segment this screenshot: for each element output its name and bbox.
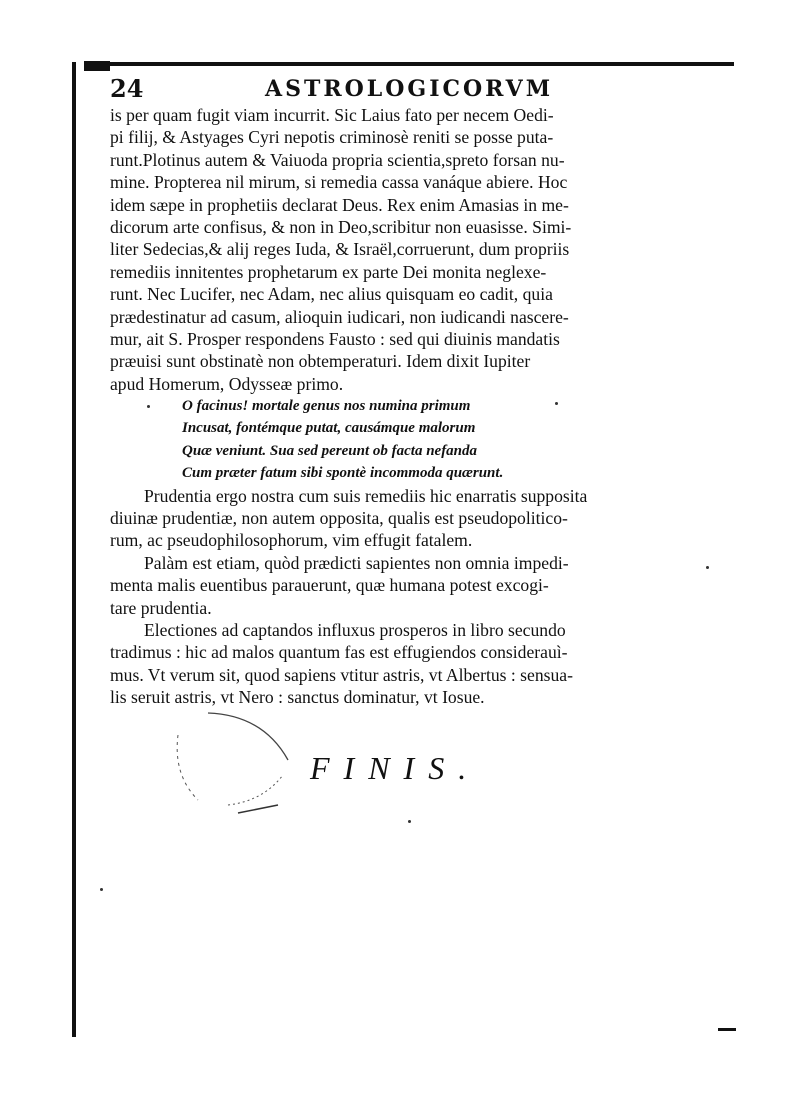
verse-line: O facinus! mortale genus nos numina primum [182, 398, 471, 415]
speck [147, 405, 150, 408]
text-line: prædestinatur ad casum, alioquin iudicari, non iudicandi nascere- [110, 306, 569, 327]
text-line: tradimus : hic ad malos quantum fas est effugiendos considerauì- [110, 642, 568, 663]
text-line: runt. Nec Lucifer, nec Adam, nec alius quisquam eo cadit, quia [110, 284, 553, 305]
page-border-top [84, 62, 734, 66]
speck [555, 402, 558, 405]
body-text [110, 104, 690, 709]
text-line: remediis innitentes prophetarum ex parte Dei monita neglexe- [110, 261, 547, 282]
text-line: apud Homerum, Odysseæ primo. [110, 373, 344, 394]
text-line: is per quam fugit viam incurrit. Sic Laius fato per necem Oedi- [110, 105, 554, 125]
text-line: pi filij, & Astyages Cyri nepotis criminosè reniti se posse puta- [110, 127, 554, 148]
speck [408, 820, 411, 823]
verse-line: Quæ veniunt. Sua sed pereunt ob facta nefanda [182, 442, 478, 459]
verse-line: Incusat, fontémque putat, causámque malorum [182, 420, 476, 437]
page-border-left [72, 62, 76, 1037]
text-line: lis seruit astris, vt Nero : sanctus dominatur, vt Iosue. [110, 687, 485, 708]
verse-line: Cum præter fatum sibi spontè incommoda quærunt. [182, 465, 504, 482]
text-line: tare prudentia. [110, 597, 212, 618]
page-header [110, 74, 685, 102]
speck [100, 888, 103, 891]
text-line: Prudentia ergo nostra cum suis remediis hic enarratis supposita [144, 485, 588, 506]
text-line: mine. Propterea nil mirum, si remedia cassa vanáque abiere. Hoc [110, 172, 568, 193]
text-line: diuinæ prudentiæ, non autem opposita, qualis est pseudopolitico- [110, 508, 568, 529]
page-edge-mark [718, 1028, 736, 1031]
text-line: runt.Plotinus autem & Vaiuoda propria scientia,spreto forsan nu- [110, 149, 565, 170]
text-line: mus. Vt verum sit, quod sapiens vtitur astris, vt Albertus : sensua- [110, 664, 573, 685]
text-line: rum, ac pseudophilosophorum, vim effugit fatalem. [110, 530, 473, 551]
library-stamp [168, 705, 298, 815]
text-line: dicorum arte confisus, & non in Deo,scribitur non euasisse. Simi- [110, 216, 572, 237]
page-number: 24 [110, 74, 144, 103]
running-title: ASTROLOGICORVM [265, 76, 554, 102]
text-line: liter Sedecias,& alij reges Iuda, & Israël,corruerunt, dum propriis [110, 239, 570, 260]
text-line: mur, ait S. Prosper respondens Fausto : sed qui diuinis mandatis [110, 328, 560, 349]
text-line: Electiones ad captandos influxus prosperos in libro secundo [144, 619, 566, 640]
text-line: menta malis euentibus parauerunt, quæ humana potest excogi- [110, 575, 549, 596]
text-line: præuisi sunt obstinatè non obtemperaturi. Idem dixit Iupiter [110, 351, 531, 372]
text-line: Palàm est etiam, quòd prædicti sapientes non omnia impedi- [144, 552, 569, 573]
text-line: idem sæpe in prophetiis declarat Deus. Rex enim Amasias in me- [110, 194, 569, 215]
speck [706, 566, 709, 569]
finis-text: FINIS. [310, 750, 481, 786]
